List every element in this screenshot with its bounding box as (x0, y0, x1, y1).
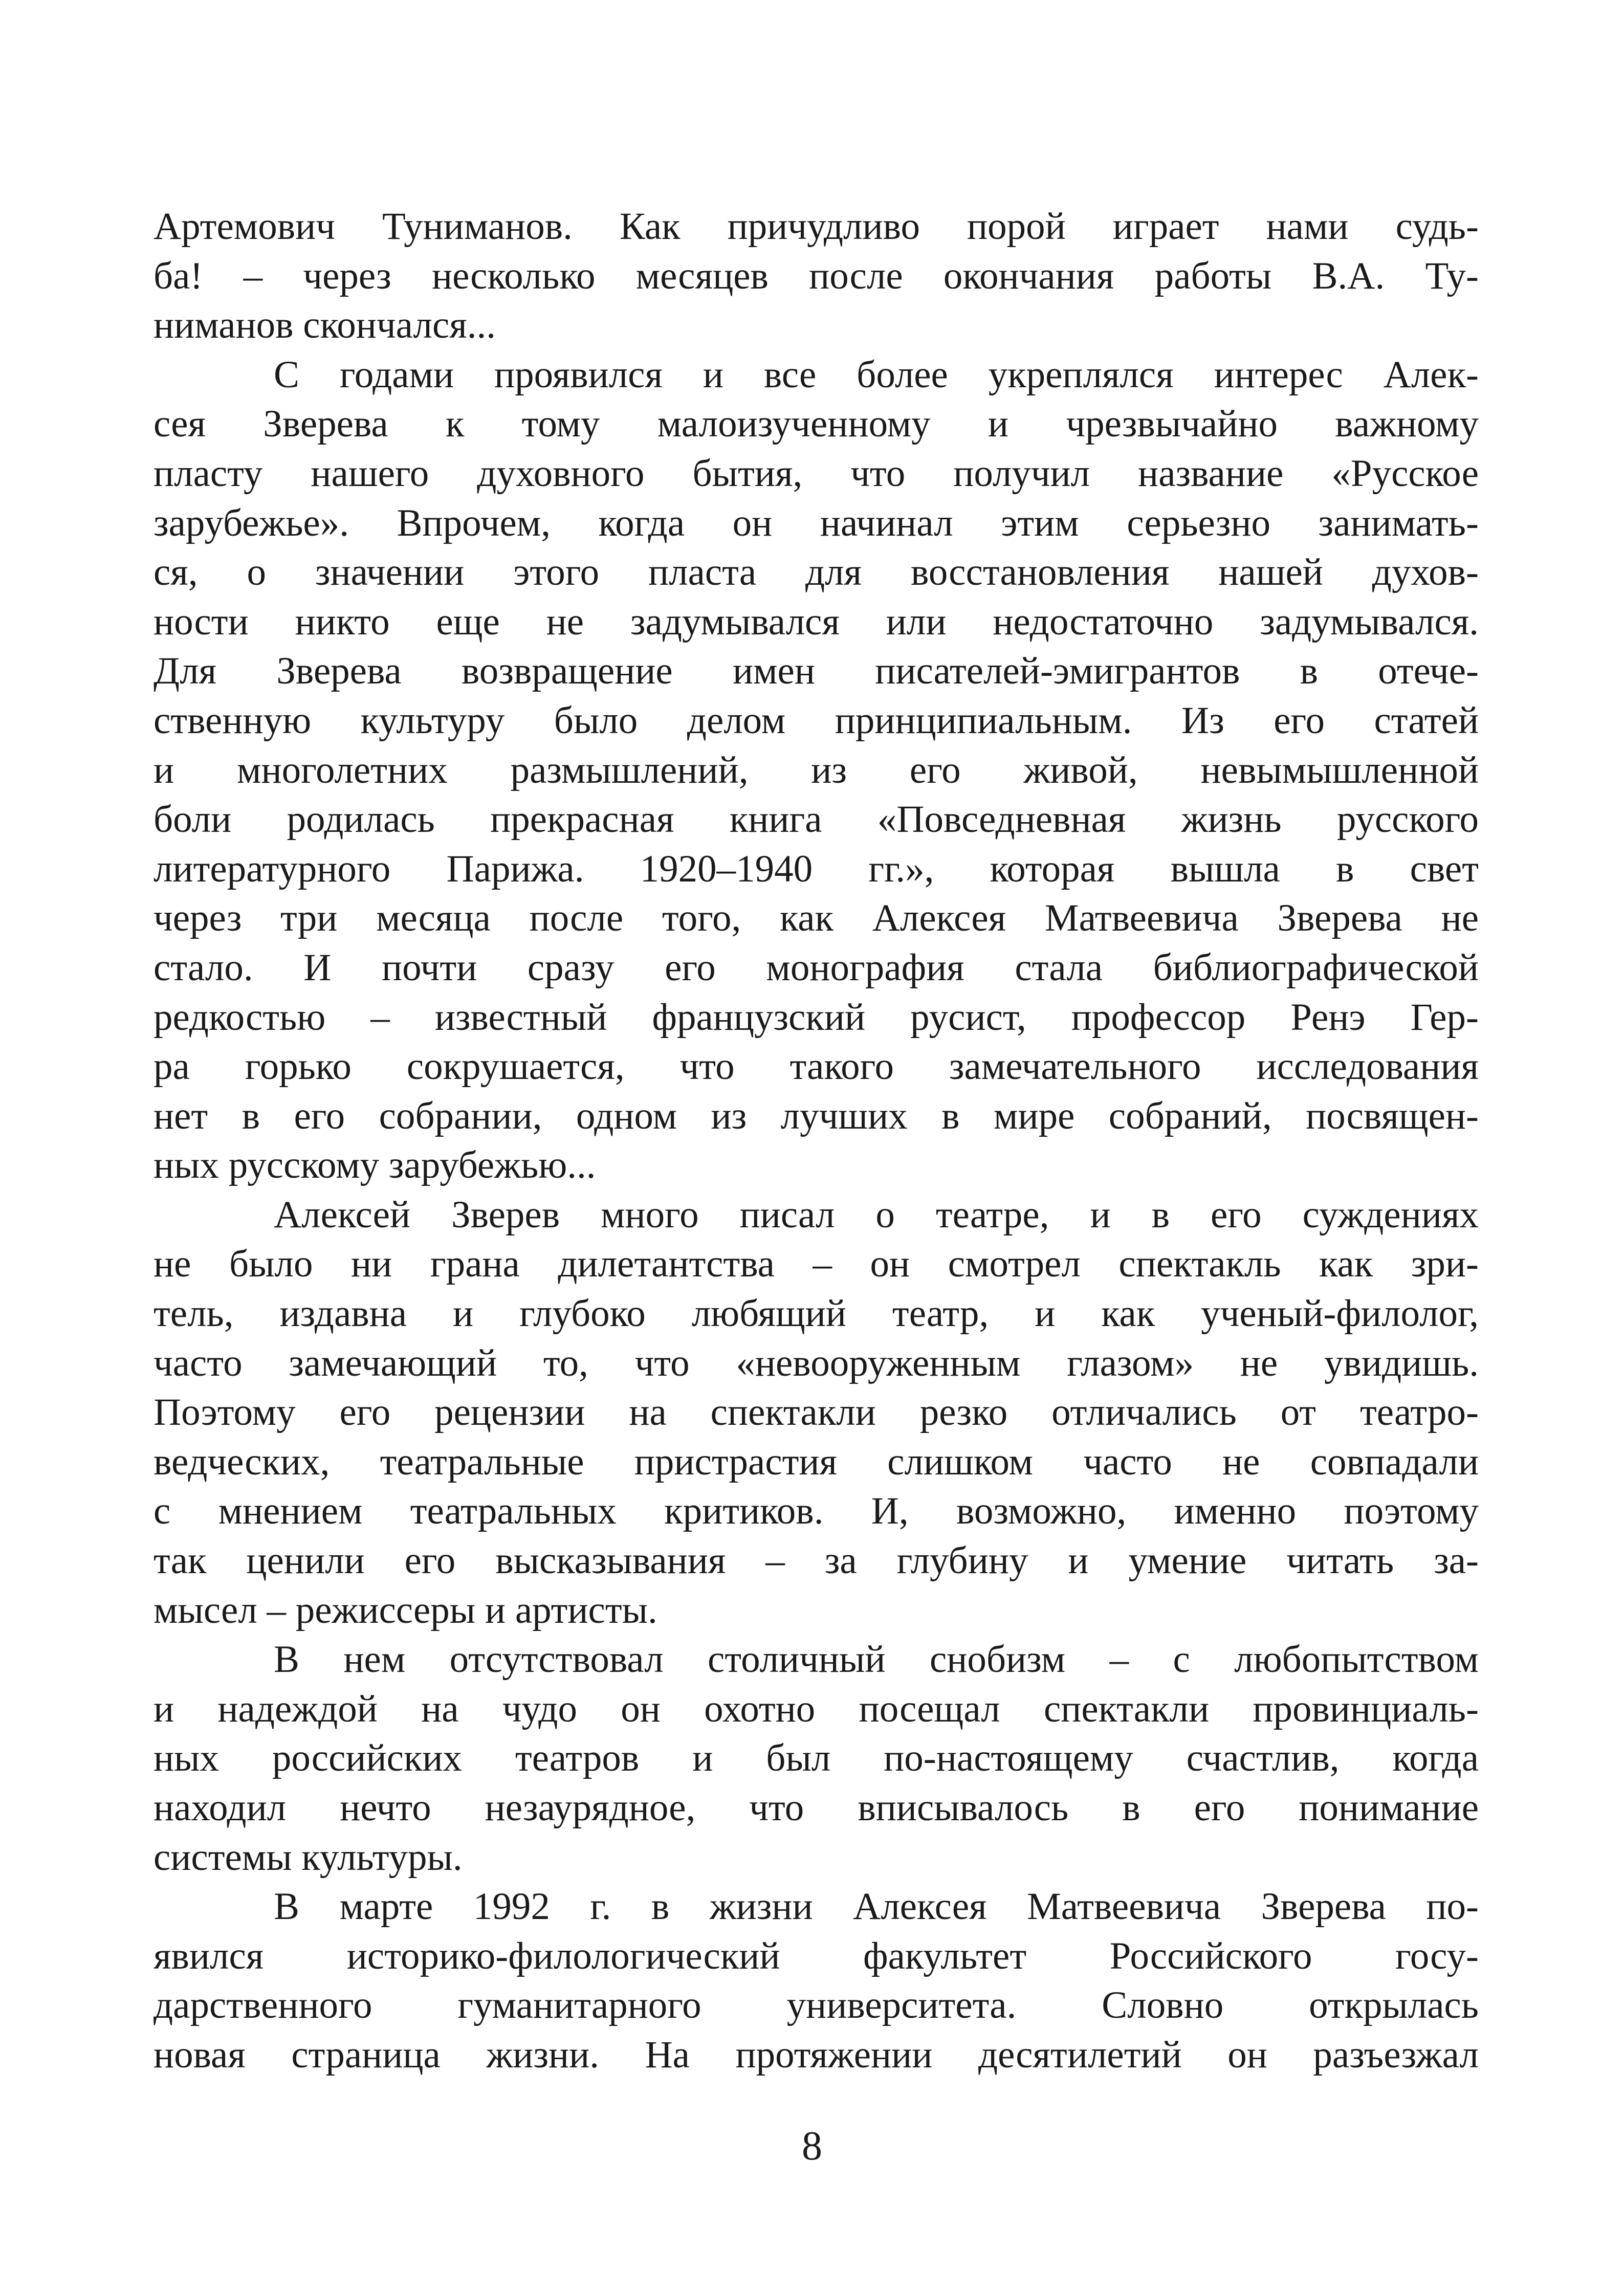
text-line: тель, издавна и глубоко любящий театр, и как ученый-филолог, (153, 1292, 1479, 1335)
text-line: стало. И почти сразу его монография стала библиографической (153, 946, 1479, 989)
paragraph (153, 1635, 1479, 1882)
text-line: находил нечто незаурядное, что вписывалось в его понимание (153, 1786, 1479, 1829)
text-line: не было ни грана дилетантства – он смотрел спектакль как зри- (153, 1243, 1479, 1286)
text-line: Поэтому его рецензии на спектакли резко отличались от театро- (153, 1391, 1479, 1434)
text-line: редкостью – известный французский русист, профессор Ренэ Гер- (153, 996, 1479, 1039)
paragraph (153, 202, 1479, 350)
paragraph (153, 1882, 1479, 2080)
text-line: ра горько сокрушается, что такого замечательного исследования (153, 1045, 1479, 1088)
text-line: Алексей Зверев много писал о театре, и в его суждениях (274, 1193, 1479, 1236)
text-line: сея Зверева к тому малоизученному и чрезвычайно важному (153, 403, 1479, 446)
text-line: часто замечающий то, что «невооруженным глазом» не увидишь. (153, 1341, 1479, 1384)
text-line: Для Зверева возвращение имен писателей-эмигрантов в отече- (153, 650, 1479, 693)
text-line: литературного Парижа. 1920–1940 гг.», которая вышла в свет (153, 847, 1479, 890)
paragraph (153, 350, 1479, 1190)
text-line: мысел – режиссеры и артисты. (153, 1589, 657, 1631)
text-line: боли родилась прекрасная книга «Повседневная жизнь русского (153, 798, 1479, 841)
text-line: ся, о значении этого пласта для восстановления нашей духов- (153, 551, 1479, 594)
paragraph (153, 1190, 1479, 1635)
text-line: Артемович Туниманов. Как причудливо порой играет нами судь- (153, 205, 1479, 248)
text-line: ственную культуру было делом принципиальным. Из его статей (153, 699, 1479, 742)
text-line: явился историко-филологический факультет Российского госу- (153, 1934, 1479, 1977)
text-line: ба! – через несколько месяцев после окончания работы В.А. Ту- (153, 254, 1479, 297)
text-line: так ценили его высказывания – за глубину и умение читать за- (153, 1539, 1479, 1582)
text-line: и многолетних размышлений, из его живой, невымышленной (153, 748, 1479, 791)
text-line: с мнением театральных критиков. И, возможно, именно поэтому (153, 1490, 1479, 1533)
text-line: через три месяца после того, как Алексея Матвеевича Зверева не (153, 897, 1479, 940)
text-line: пласту нашего духовного бытия, что получил название «Русское (153, 452, 1479, 495)
text-line: и надеждой на чудо он охотно посещал спектакли провинциаль- (153, 1687, 1479, 1730)
text-line: новая страница жизни. На протяжении десятилетий он разъезжал (153, 2033, 1479, 2076)
body-text (153, 202, 1479, 2080)
text-line: дарственного гуманитарного университета. Словно открылась (153, 1984, 1479, 2027)
text-line: В марте 1992 г. в жизни Алексея Матвеевича Зверева по- (274, 1885, 1479, 1928)
text-line: системы культуры. (153, 1836, 463, 1879)
text-line: ности никто еще не задумывался или недостаточно задумывался. (153, 600, 1479, 643)
text-line: зарубежье». Впрочем, когда он начинал этим серьезно занимать- (153, 501, 1479, 544)
text-line: ниманов скончался... (153, 304, 496, 347)
page-number: 8 (802, 2124, 822, 2169)
text-line: С годами проявился и все более укреплялся интерес Алек- (274, 353, 1479, 396)
text-line: нет в его собрании, одном из лучших в мире собраний, посвящен- (153, 1094, 1479, 1137)
text-line: ных русскому зарубежью... (153, 1144, 596, 1187)
text-line: В нем отсутствовал столичный снобизм – с любопытством (274, 1638, 1479, 1681)
text-line: ных российских театров и был по-настоящему счастлив, когда (153, 1737, 1479, 1780)
text-line: ведческих, театральные пристрастия слишком часто не совпадали (153, 1440, 1479, 1483)
